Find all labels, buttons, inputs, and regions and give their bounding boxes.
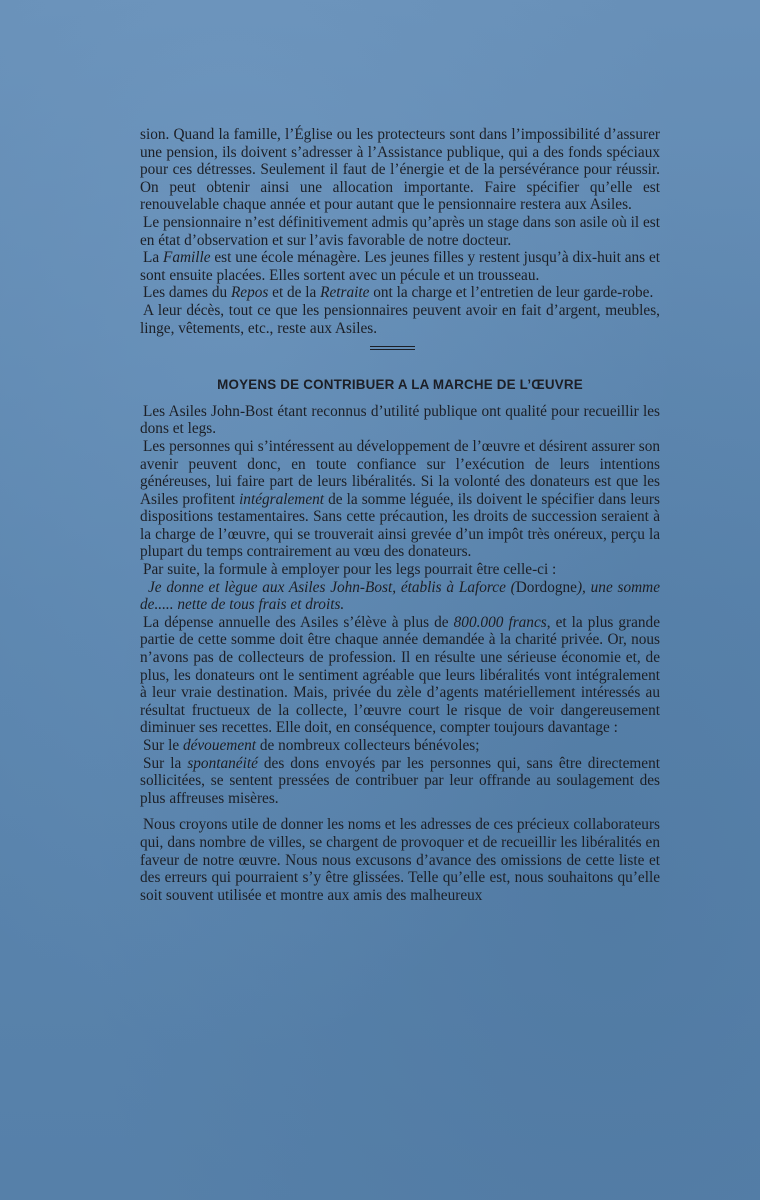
personnes-text-2: de la somme léguée, ils doivent le spécifier dans leurs dispositions testamentaires. Sans cette précaution, les droits de succession seraient à la charge de l’œuvre, qui se trouverait ainsi grevée d’un impôt très onéreux, perçu la plupart du temps contrairement au vœu des donateurs. [140, 490, 660, 561]
devouement-emphasis: dévouement [182, 737, 257, 754]
dames-text-2: et de la [268, 284, 321, 302]
devouement-text-1: Sur le [143, 737, 183, 754]
dames-emphasis-repos: Repos [230, 284, 269, 302]
paragraph-personnes [140, 438, 660, 561]
personnes-text-1: Les personnes qui s’intéressent au développement de l’œuvre et désirent assurer son avenir peuvent donc, en toute confiance sur l’exécution de leurs intentions généreuses, lui faire part de leurs libéralités. Si la volonté des donateurs est que les Asiles profitent [140, 437, 660, 508]
spontaneite-text-2: des dons envoyés par les personnes qui, sans être directement sollicitées, se sentent pressées de contribuer par leur offrande au soulagement des plus affreuses misères. [140, 754, 660, 807]
spontaneite-emphasis: spontanéité [187, 754, 258, 772]
paragraph-stage: Le pensionnaire n’est définitivement admis qu’après un stage dans son asile où il est en état d’observation et sur l’avis favorable de notre docteur. [140, 213, 660, 249]
formula-text-1: Je donne et lègue aux Asiles John-Bost, établis à Laforce ( [148, 578, 516, 596]
legacy-formula [140, 579, 660, 614]
famille-text-2: est une école ménagère. Les jeunes filles y restent jusqu’à dix-huit ans et sont ensuite placées. Elles sortent avec un pécule et un trousseau. [140, 249, 660, 284]
spontaneite-text-1: Sur la [143, 754, 188, 772]
paragraph-famille [140, 249, 660, 284]
section-heading: MOYENS DE CONTRIBUER A LA MARCHE DE L’ŒUVRE [217, 377, 583, 393]
paragraph-depense [140, 614, 660, 737]
paragraph-pension: sion. Quand la famille, l’Église ou les protecteurs sont dans l’impossibilité d’assurer une pension, ils doivent s’adresser à l’Assistance publique, qui a des fonds spéciaux pour ces détresses. Seulement il faut de l’énergie et de la persévérance pour réussir. On peut obtenir ainsi une allocation importante. Faire spécifier qu’elle est renouvelable chaque année et pour autant que le pensionnaire restera aux Asiles. [140, 126, 660, 214]
personnes-emphasis: intégralement [239, 490, 325, 508]
dames-text-3: ont la charge et l’entretien de leur garde-robe. [369, 284, 654, 302]
dames-text-1: Les dames du [143, 284, 231, 302]
paragraph-asiles-reconnus: Les Asiles John-Bost étant reconnus d’utilité publique ont qualité pour recueillir les dons et legs. [140, 402, 660, 438]
paragraph-spontaneite [140, 755, 660, 808]
famille-text-1: La [143, 249, 163, 267]
famille-emphasis: Famille [162, 249, 211, 267]
paragraph-devouement [140, 737, 660, 755]
paragraph-par-suite: Par suite, la formule à employer pour les legs pourrait être celle-ci : [143, 561, 557, 579]
depense-text-2: , et la plus grande partie de cette somme doit être chaque année demandée à la charité privée. Or, nous n’avons pas de collecteurs de profession. Il en résulte une sérieuse économie et, de plus, les donateurs ont le sentiment agréable que leurs libéralités vont intégralement à leur vraie destination. Mais, privée du zèle d’agents matériellement intéressés au résultat fructueux de la collecte, l’œuvre court le risque de voir dangereusement diminuer ses recettes. Elle doit, en conséquence, compter toujours davantage : [140, 613, 660, 737]
section-divider [370, 346, 415, 350]
depense-text-1: La dépense annuelle des Asiles s’élève à plus de [143, 613, 454, 631]
paragraph-deces: A leur décès, tout ce que les pensionnaires peuvent avoir en fait d’argent, meubles, linge, vêtements, etc., reste aux Asiles. [140, 301, 660, 337]
formula-text-2: ), une somme de..... nette de tous frais et droits. [140, 578, 660, 614]
dames-emphasis-retraite: Retraite [320, 284, 370, 302]
devouement-text-2: de nombreux collecteurs bénévoles; [256, 737, 480, 754]
paragraph-dames [140, 284, 660, 302]
formula-dordogne: Dordogne [515, 578, 577, 596]
text-column [140, 126, 660, 904]
depense-amount: 800.000 francs [453, 613, 547, 631]
paragraph-gap [140, 807, 660, 816]
paragraph-croyons: Nous croyons utile de donner les noms et les adresses de ces précieux collaborateurs qui, dans nombre de villes, se chargent de provoquer et de recueillir les libéralités en faveur de notre œuvre. Nous nous excusons d’avance des omissions de cette liste et des erreurs qui pourraient s’y être glissées. Telle qu’elle est, nous souhaitons qu’elle soit souvent utilisée et montre aux amis des malheureux [140, 816, 660, 904]
